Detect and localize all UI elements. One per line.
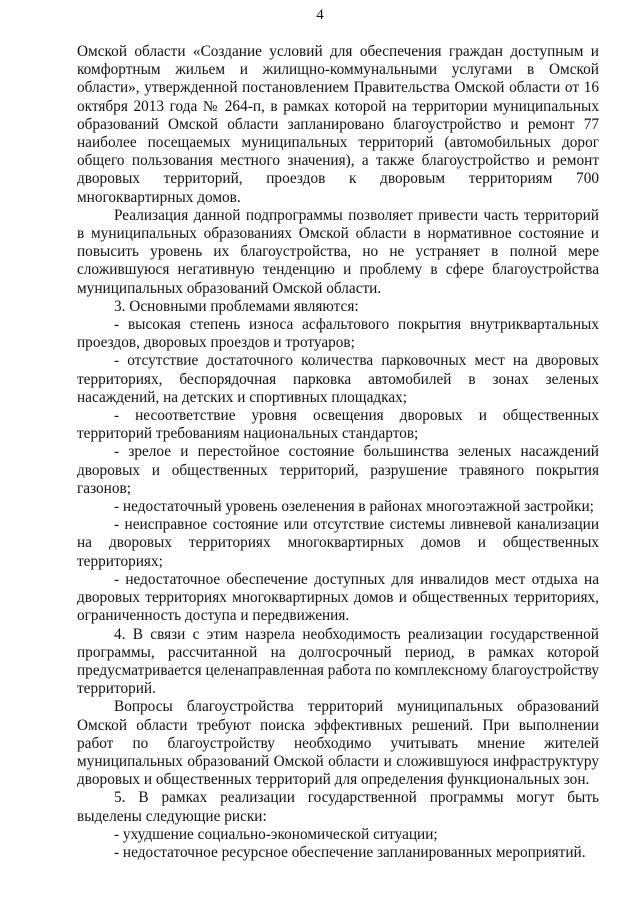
list-item-accessibility: - недостаточное обеспечение доступных для инвалидов мест отдыха на дворовых территориях многоквартирных домов и общественных территориях, ограниченность доступа и передвижения. [77, 570, 599, 625]
paragraph-subprogram-realization: Реализация данной подпрограммы позволяет привести часть территорий в муниципальных образованиях Омской области в нормативное состояние и повысить уровень их благоустройства, но не устраняет в полной мере сложившуюся негативную тенденцию и проблему в сфере благоустройства муниципальных образований Омской области. [77, 206, 599, 297]
list-item-landscaping: - недостаточный уровень озеленения в районах многоэтажной застройки; [114, 498, 594, 516]
page-number: 4 [316, 7, 324, 23]
list-item-storm-drainage: - неисправное состояние или отсутствие системы ливневой канализации на дворовых территориях многоквартирных домов и общественных территориях; [77, 516, 599, 570]
paragraph-main-problems-heading: 3. Основными проблемами являются: [114, 297, 359, 315]
list-item-lighting: - несоответствие уровня освещения дворовых и общественных территорий требованиям национальных стандартов; [77, 407, 599, 443]
paragraph-continuation: Омской области «Создание условий для обеспечения граждан доступным и комфортным жильем и жилищно-коммунальными услугами в Омской области», утвержденной постановлением Правительства Омской области от 16 октября 2013 года № 264-п, в рамках которой на территории муниципальных образований Омской области запланировано благоустройство и ремонт 77 наиболее посещаемых муниципальных территорий (автомобильных дорог общего пользования местного значения), а также благоустройство и ремонт дворовых территорий, проездов к дворовым территориям 700 многоквартирных домов. [77, 43, 599, 206]
list-item-parking: - отсутствие достаточного количества парковочных мест на дворовых территориях, беспорядочная парковка автомобилей в зонах зеленых насаждений, на детских и спортивных площадках; [77, 352, 599, 406]
list-item-resource-risk: - недостаточное ресурсное обеспечение запланированных мероприятий. [114, 843, 586, 861]
paragraph-program-necessity: 4. В связи с этим назрела необходимость реализации государственной программы, рассчитанной на долгосрочный период, в рамках которой предусматривается целенаправленная работа по комплексному благоустройству территорий. [77, 625, 599, 698]
document-body [77, 43, 599, 862]
list-item-asphalt-wear: - высокая степень износа асфальтового покрытия внутриквартальных проездов, дворовых проездов и тротуаров; [77, 316, 599, 352]
list-item-economic-risk: - ухудшение социально-экономической ситуации; [114, 825, 438, 843]
paragraph-improvement-issues: Вопросы благоустройства территорий муниципальных образований Омской области требуют поиска эффективных решений. При выполнении работ по благоустройству необходимо учитывать мнение жителей муниципальных образований Омской области и сложившуюся инфраструктуру дворовых и общественных территорий для определения функциональных зон. [77, 698, 599, 789]
list-item-green-spaces: - зрелое и перестойное состояние большинства зеленых насаждений дворовых и общественных территорий, разрушение травяного покрытия газонов; [77, 443, 599, 497]
paragraph-risks-heading: 5. В рамках реализации государственной программы могут быть выделены следующие риски: [77, 789, 599, 825]
